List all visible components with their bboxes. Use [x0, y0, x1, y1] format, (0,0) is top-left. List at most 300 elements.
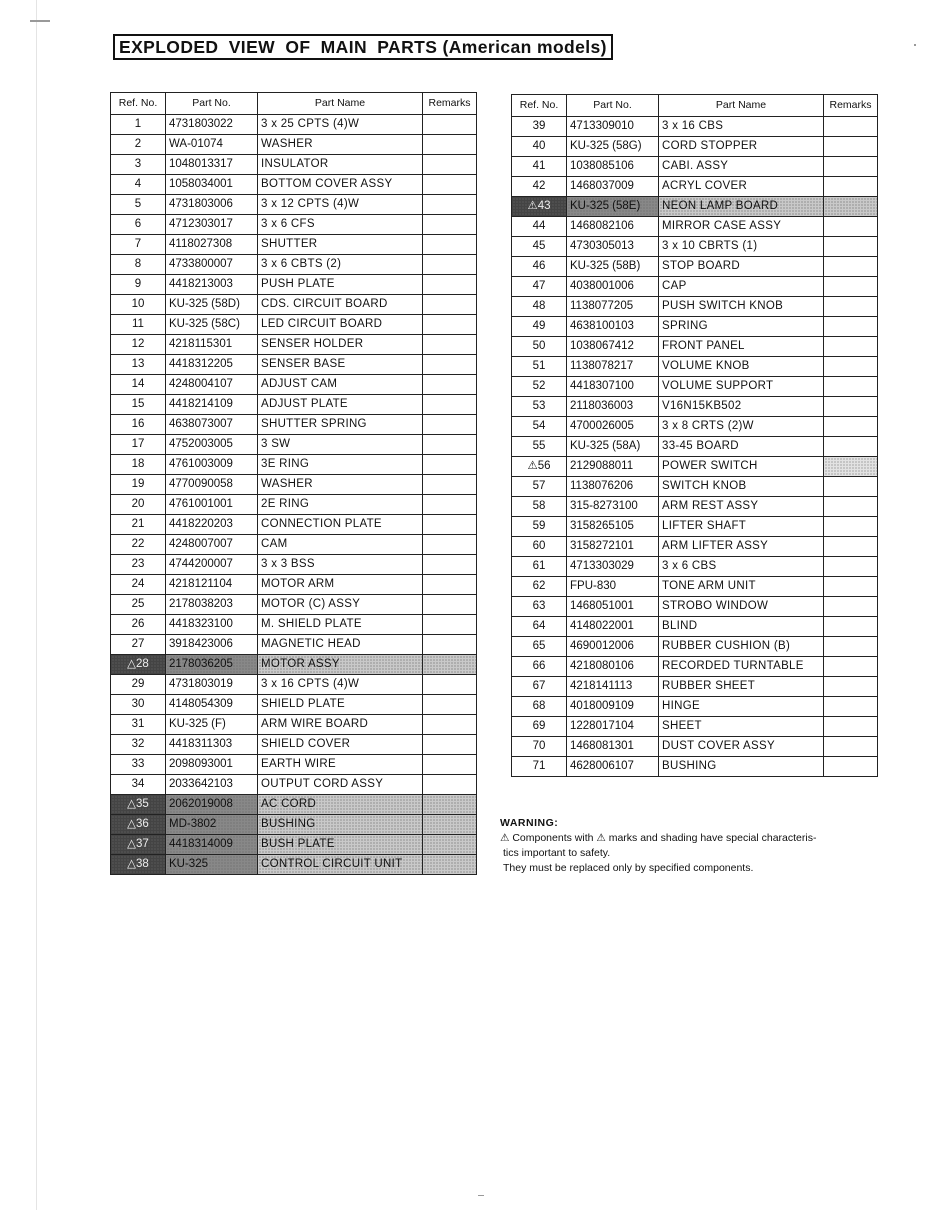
part-no-cell: 1468082106: [567, 217, 659, 237]
remarks-cell: [824, 577, 878, 597]
part-name-cell: 3 SW: [258, 435, 423, 455]
table-row: [111, 395, 477, 415]
part-name-cell: SPRING: [659, 317, 824, 337]
remarks-cell: [423, 215, 477, 235]
ref-no-cell: 65: [512, 637, 567, 657]
part-no-cell: 3158265105: [567, 517, 659, 537]
ref-no-cell: 52: [512, 377, 567, 397]
table-row: [512, 257, 878, 277]
table-row: [111, 275, 477, 295]
part-no-cell: 2033642103: [166, 775, 258, 795]
ref-no-cell: 61: [512, 557, 567, 577]
part-name-cell: 3 x 25 CPTS (4)W: [258, 115, 423, 135]
part-no-cell: 4418314009: [166, 835, 258, 855]
remarks-cell: [824, 537, 878, 557]
remarks-cell: [824, 477, 878, 497]
part-name-cell: STOP BOARD: [659, 257, 824, 277]
ref-no-cell: 47: [512, 277, 567, 297]
ref-no-cell: 22: [111, 535, 166, 555]
part-no-cell: 4731803019: [166, 675, 258, 695]
part-no-cell: 4418220203: [166, 515, 258, 535]
part-name-cell: RUBBER SHEET: [659, 677, 824, 697]
ref-no-cell: 69: [512, 717, 567, 737]
table-row: [111, 535, 477, 555]
table-row: [512, 517, 878, 537]
remarks-cell: [824, 217, 878, 237]
part-no-cell: 1468051001: [567, 597, 659, 617]
part-name-cell: RUBBER CUSHION (B): [659, 637, 824, 657]
part-name-cell: WASHER: [258, 475, 423, 495]
remarks-cell: [423, 795, 477, 815]
part-no-cell: 4418311303: [166, 735, 258, 755]
ref-no-cell: 2: [111, 135, 166, 155]
part-no-cell: 3918423006: [166, 635, 258, 655]
part-no-cell: 1138078217: [567, 357, 659, 377]
part-no-cell: 1468037009: [567, 177, 659, 197]
part-name-cell: WASHER: [258, 135, 423, 155]
table-row: [512, 397, 878, 417]
table-row: [111, 795, 477, 815]
remarks-cell: [423, 775, 477, 795]
ref-no-cell: 51: [512, 357, 567, 377]
part-no-cell: 4761001001: [166, 495, 258, 515]
table-row: [512, 477, 878, 497]
ref-no-cell: △35: [111, 795, 166, 815]
remarks-cell: [423, 115, 477, 135]
part-no-cell: 4744200007: [166, 555, 258, 575]
table-row: [111, 455, 477, 475]
table-row: [512, 437, 878, 457]
part-name-cell: HINGE: [659, 697, 824, 717]
part-no-cell: 4761003009: [166, 455, 258, 475]
part-no-cell: 4418312205: [166, 355, 258, 375]
part-no-cell: 4690012006: [567, 637, 659, 657]
remarks-cell: [423, 655, 477, 675]
remarks-cell: [423, 635, 477, 655]
remarks-cell: [423, 715, 477, 735]
remarks-cell: [423, 575, 477, 595]
table-row: [512, 337, 878, 357]
part-no-cell: 1038067412: [567, 337, 659, 357]
part-name-cell: ARM WIRE BOARD: [258, 715, 423, 735]
part-name-cell: SENSER BASE: [258, 355, 423, 375]
part-no-cell: 2178036205: [166, 655, 258, 675]
table-row: [111, 235, 477, 255]
warning-line-2: tics important to safety.: [503, 847, 611, 859]
part-name-cell: LED CIRCUIT BOARD: [258, 315, 423, 335]
table-row: [512, 657, 878, 677]
part-name-cell: CAP: [659, 277, 824, 297]
part-name-cell: BUSHING: [659, 757, 824, 777]
ref-no-cell: △37: [111, 835, 166, 855]
table-row: [111, 715, 477, 735]
part-no-cell: 3158272101: [567, 537, 659, 557]
part-no-cell: 2062019008: [166, 795, 258, 815]
remarks-cell: [824, 517, 878, 537]
part-no-cell: 4418307100: [567, 377, 659, 397]
part-name-cell: 3 x 10 CBRTS (1): [659, 237, 824, 257]
ref-no-cell: 66: [512, 657, 567, 677]
remarks-cell: [423, 475, 477, 495]
part-no-cell: 4700026005: [567, 417, 659, 437]
remarks-cell: [423, 515, 477, 535]
part-name-cell: SWITCH KNOB: [659, 477, 824, 497]
part-no-cell: 4713303029: [567, 557, 659, 577]
part-no-cell: 1058034001: [166, 175, 258, 195]
part-no-cell: 4218141113: [567, 677, 659, 697]
part-name-cell: 3 x 6 CBS: [659, 557, 824, 577]
table-row: [111, 195, 477, 215]
part-name-cell: ADJUST CAM: [258, 375, 423, 395]
table-row: [111, 515, 477, 535]
part-no-cell: 4218121104: [166, 575, 258, 595]
table-row: [111, 635, 477, 655]
remarks-cell: [423, 195, 477, 215]
part-name-cell: OUTPUT CORD ASSY: [258, 775, 423, 795]
part-name-cell: SENSER HOLDER: [258, 335, 423, 355]
remarks-cell: [423, 255, 477, 275]
remarks-cell: [824, 277, 878, 297]
table-row: [512, 757, 878, 777]
remarks-cell: [824, 337, 878, 357]
ref-no-cell: 68: [512, 697, 567, 717]
remarks-cell: [824, 237, 878, 257]
table-row: [111, 675, 477, 695]
table-row: [111, 255, 477, 275]
part-name-cell: DUST COVER ASSY: [659, 737, 824, 757]
part-name-cell: CABI. ASSY: [659, 157, 824, 177]
remarks-cell: [423, 335, 477, 355]
ref-no-cell: 33: [111, 755, 166, 775]
remarks-cell: [423, 815, 477, 835]
part-no-cell: WA-01074: [166, 135, 258, 155]
remarks-cell: [423, 355, 477, 375]
table-row: [111, 755, 477, 775]
part-no-cell: 4148054309: [166, 695, 258, 715]
remarks-cell: [824, 257, 878, 277]
table-row: [111, 815, 477, 835]
remarks-cell: [824, 437, 878, 457]
table-row: [512, 737, 878, 757]
page-margin-line: [36, 0, 37, 1210]
part-name-cell: CONTROL CIRCUIT UNIT: [258, 855, 423, 875]
part-no-cell: 4248007007: [166, 535, 258, 555]
remarks-cell: [824, 297, 878, 317]
part-name-cell: CDS. CIRCUIT BOARD: [258, 295, 423, 315]
table-header-row: [111, 93, 477, 115]
part-no-cell: 4418214109: [166, 395, 258, 415]
remarks-cell: [423, 135, 477, 155]
part-no-cell: 1228017104: [567, 717, 659, 737]
remarks-cell: [423, 395, 477, 415]
page-title-main: EXPLODED VIEW OF MAIN PARTS: [119, 37, 438, 57]
ref-no-cell: 8: [111, 255, 166, 275]
ref-no-cell: 58: [512, 497, 567, 517]
remarks-cell: [423, 315, 477, 335]
ref-no-cell: △38: [111, 855, 166, 875]
table-header-row: [512, 95, 878, 117]
table-row: [512, 317, 878, 337]
part-name-cell: POWER SWITCH: [659, 457, 824, 477]
table-row: [512, 637, 878, 657]
part-no-cell: 1468081301: [567, 737, 659, 757]
part-no-cell: 4248004107: [166, 375, 258, 395]
remarks-cell: [423, 535, 477, 555]
table-row: [512, 277, 878, 297]
remarks-cell: [824, 457, 878, 477]
part-name-cell: MOTOR ARM: [258, 575, 423, 595]
remarks-cell: [423, 235, 477, 255]
ref-no-cell: 19: [111, 475, 166, 495]
table-row: [111, 295, 477, 315]
parts-table-right: [511, 94, 878, 777]
ref-no-cell: 15: [111, 395, 166, 415]
remarks-cell: [423, 695, 477, 715]
table-row: [512, 497, 878, 517]
table-row: [111, 135, 477, 155]
table-row: [512, 357, 878, 377]
part-name-cell: SHUTTER: [258, 235, 423, 255]
table-row: [111, 415, 477, 435]
ref-no-cell: 18: [111, 455, 166, 475]
remarks-cell: [423, 735, 477, 755]
ref-no-cell: 31: [111, 715, 166, 735]
remarks-cell: [824, 717, 878, 737]
part-no-cell: 4730305013: [567, 237, 659, 257]
table-row: [512, 417, 878, 437]
part-no-cell: 4713309010: [567, 117, 659, 137]
part-name-cell: CORD STOPPER: [659, 137, 824, 157]
ref-no-cell: 13: [111, 355, 166, 375]
remarks-cell: [824, 737, 878, 757]
part-no-cell: 4712303017: [166, 215, 258, 235]
remarks-cell: [824, 597, 878, 617]
ref-no-cell: 60: [512, 537, 567, 557]
table-row: [512, 177, 878, 197]
part-no-cell: KU-325 (F): [166, 715, 258, 735]
part-no-cell: 1038085106: [567, 157, 659, 177]
part-name-cell: 3E RING: [258, 455, 423, 475]
remarks-cell: [423, 375, 477, 395]
table-row: [111, 835, 477, 855]
part-name-cell: M. SHIELD PLATE: [258, 615, 423, 635]
remarks-cell: [824, 497, 878, 517]
ref-no-cell: △36: [111, 815, 166, 835]
ref-no-cell: 53: [512, 397, 567, 417]
table-row: [111, 695, 477, 715]
ref-no-cell: 48: [512, 297, 567, 317]
part-name-cell: AC CORD: [258, 795, 423, 815]
part-name-cell: BLIND: [659, 617, 824, 637]
header-part-no: Part No.: [166, 93, 258, 115]
scan-speck: [914, 44, 916, 46]
part-name-cell: MAGNETIC HEAD: [258, 635, 423, 655]
remarks-cell: [824, 617, 878, 637]
table-row: [111, 435, 477, 455]
part-name-cell: BUSHING: [258, 815, 423, 835]
warning-title: WARNING:: [500, 817, 559, 829]
table-row: [111, 215, 477, 235]
ref-no-cell: 45: [512, 237, 567, 257]
part-no-cell: KU-325 (58A): [567, 437, 659, 457]
ref-no-cell: 17: [111, 435, 166, 455]
part-name-cell: 2E RING: [258, 495, 423, 515]
table-row: [512, 377, 878, 397]
ref-no-cell: 42: [512, 177, 567, 197]
part-no-cell: 4731803022: [166, 115, 258, 135]
remarks-cell: [824, 697, 878, 717]
remarks-cell: [824, 157, 878, 177]
table-row: [512, 537, 878, 557]
part-name-cell: 3 x 8 CRTS (2)W: [659, 417, 824, 437]
part-no-cell: FPU-830: [567, 577, 659, 597]
ref-no-cell: 34: [111, 775, 166, 795]
table-row: [111, 615, 477, 635]
table-row: [111, 115, 477, 135]
remarks-cell: [423, 595, 477, 615]
part-no-cell: 4731803006: [166, 195, 258, 215]
remarks-cell: [423, 175, 477, 195]
ref-no-cell: 54: [512, 417, 567, 437]
part-name-cell: CONNECTION PLATE: [258, 515, 423, 535]
table-row: [512, 197, 878, 217]
part-name-cell: VOLUME KNOB: [659, 357, 824, 377]
part-no-cell: 4218115301: [166, 335, 258, 355]
page-title-sub: (American models): [442, 37, 607, 57]
part-no-cell: KU-325 (58G): [567, 137, 659, 157]
part-name-cell: 3 x 3 BSS: [258, 555, 423, 575]
ref-no-cell: 10: [111, 295, 166, 315]
remarks-cell: [824, 657, 878, 677]
remarks-cell: [423, 455, 477, 475]
table-row: [111, 495, 477, 515]
table-row: [111, 575, 477, 595]
remarks-cell: [824, 117, 878, 137]
part-no-cell: MD-3802: [166, 815, 258, 835]
ref-no-cell: 5: [111, 195, 166, 215]
part-name-cell: ADJUST PLATE: [258, 395, 423, 415]
ref-no-cell: 59: [512, 517, 567, 537]
remarks-cell: [824, 357, 878, 377]
header-part-name: Part Name: [258, 93, 423, 115]
remarks-cell: [423, 835, 477, 855]
ref-no-cell: 20: [111, 495, 166, 515]
part-no-cell: 4218080106: [567, 657, 659, 677]
scan-speck: [30, 20, 50, 22]
part-no-cell: KU-325 (58B): [567, 257, 659, 277]
ref-no-cell: 16: [111, 415, 166, 435]
part-name-cell: BOTTOM COVER ASSY: [258, 175, 423, 195]
table-row: [111, 775, 477, 795]
part-name-cell: BUSH PLATE: [258, 835, 423, 855]
part-no-cell: 2129088011: [567, 457, 659, 477]
ref-no-cell: 30: [111, 695, 166, 715]
remarks-cell: [824, 197, 878, 217]
remarks-cell: [423, 615, 477, 635]
ref-no-cell: 14: [111, 375, 166, 395]
ref-no-cell: 4: [111, 175, 166, 195]
remarks-cell: [824, 757, 878, 777]
part-no-cell: 4638100103: [567, 317, 659, 337]
ref-no-cell: 50: [512, 337, 567, 357]
remarks-cell: [824, 397, 878, 417]
remarks-cell: [824, 317, 878, 337]
part-no-cell: 4018009109: [567, 697, 659, 717]
ref-no-cell: 67: [512, 677, 567, 697]
part-name-cell: VOLUME SUPPORT: [659, 377, 824, 397]
part-no-cell: KU-325: [166, 855, 258, 875]
part-name-cell: ARM LIFTER ASSY: [659, 537, 824, 557]
warning-line-3: They must be replaced only by specified components.: [503, 862, 754, 874]
ref-no-cell: ⚠56: [512, 457, 567, 477]
part-no-cell: 4418323100: [166, 615, 258, 635]
part-no-cell: 2178038203: [166, 595, 258, 615]
table-row: [111, 555, 477, 575]
part-no-cell: 4638073007: [166, 415, 258, 435]
ref-no-cell: 25: [111, 595, 166, 615]
part-name-cell: PUSH SWITCH KNOB: [659, 297, 824, 317]
ref-no-cell: 57: [512, 477, 567, 497]
ref-no-cell: 64: [512, 617, 567, 637]
ref-no-cell: 32: [111, 735, 166, 755]
ref-no-cell: 11: [111, 315, 166, 335]
page-title: [113, 34, 613, 60]
table-row: [512, 697, 878, 717]
part-name-cell: ACRYL COVER: [659, 177, 824, 197]
part-no-cell: 4418213003: [166, 275, 258, 295]
ref-no-cell: 55: [512, 437, 567, 457]
remarks-cell: [824, 137, 878, 157]
part-no-cell: KU-325 (58D): [166, 295, 258, 315]
part-name-cell: INSULATOR: [258, 155, 423, 175]
table-row: [512, 557, 878, 577]
part-name-cell: 3 x 6 CBTS (2): [258, 255, 423, 275]
ref-no-cell: 71: [512, 757, 567, 777]
table-row: [111, 315, 477, 335]
table-row: [512, 237, 878, 257]
part-no-cell: KU-325 (58C): [166, 315, 258, 335]
part-no-cell: 4038001006: [567, 277, 659, 297]
remarks-cell: [423, 755, 477, 775]
part-name-cell: 3 x 6 CFS: [258, 215, 423, 235]
part-no-cell: 4733800007: [166, 255, 258, 275]
table-row: [512, 117, 878, 137]
remarks-cell: [423, 155, 477, 175]
header-ref-no: Ref. No.: [512, 95, 567, 117]
part-no-cell: 315-8273100: [567, 497, 659, 517]
part-no-cell: 1138077205: [567, 297, 659, 317]
table-row: [512, 457, 878, 477]
part-name-cell: TONE ARM UNIT: [659, 577, 824, 597]
warning-line-1: ⚠ Components with ⚠ marks and shading have special characteris-: [500, 832, 817, 844]
remarks-cell: [824, 557, 878, 577]
part-name-cell: ARM REST ASSY: [659, 497, 824, 517]
table-row: [512, 577, 878, 597]
ref-no-cell: 62: [512, 577, 567, 597]
remarks-cell: [423, 555, 477, 575]
table-row: [512, 137, 878, 157]
table-row: [111, 735, 477, 755]
table-row: [512, 677, 878, 697]
remarks-cell: [824, 417, 878, 437]
remarks-cell: [824, 177, 878, 197]
part-name-cell: STROBO WINDOW: [659, 597, 824, 617]
scan-speck: [478, 1195, 484, 1196]
table-row: [512, 297, 878, 317]
header-ref-no: Ref. No.: [111, 93, 166, 115]
table-row: [512, 157, 878, 177]
remarks-cell: [423, 675, 477, 695]
